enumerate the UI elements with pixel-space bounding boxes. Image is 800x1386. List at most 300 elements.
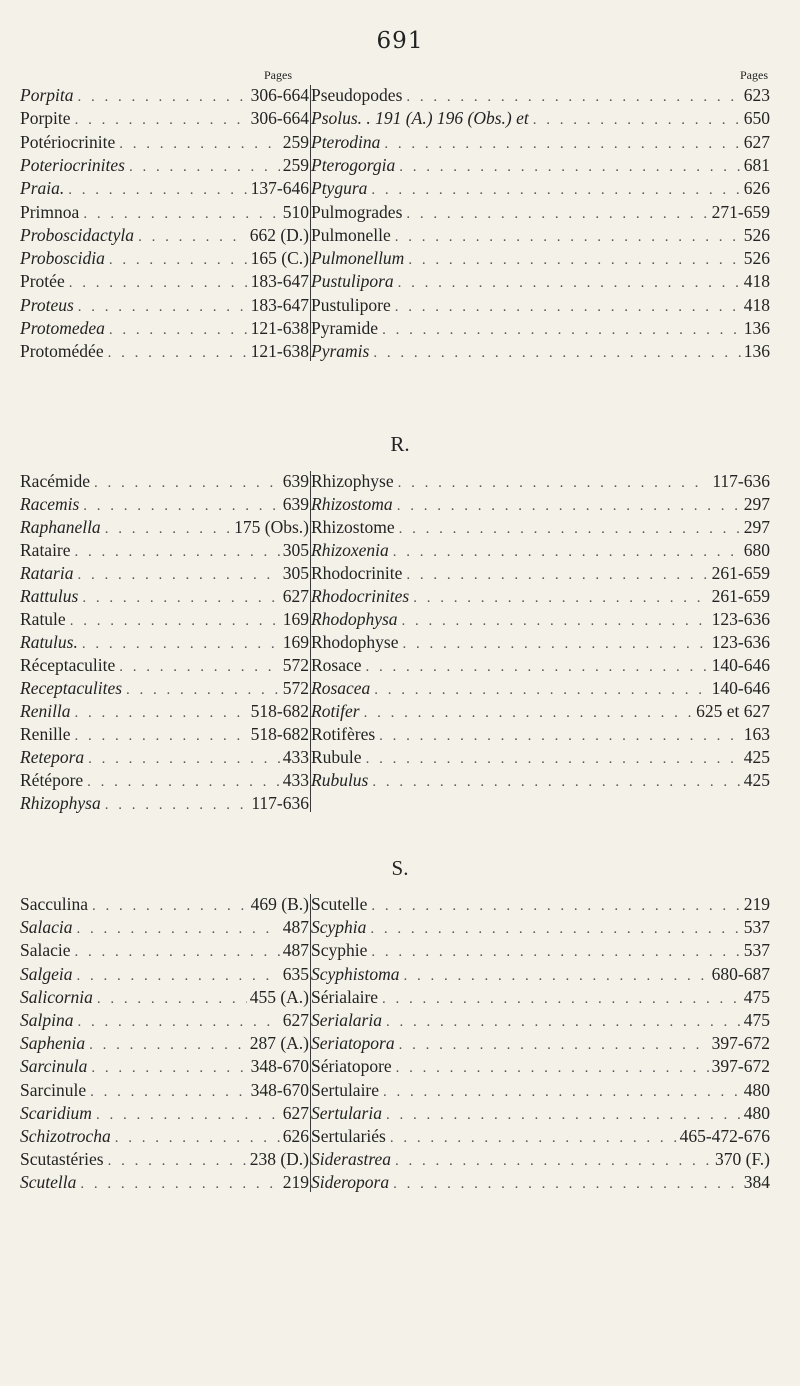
page-reference: 305 [282, 563, 309, 583]
leader-dots [82, 632, 280, 654]
index-entry [20, 246, 309, 270]
index-entry [20, 269, 309, 293]
index-term: Proteus [20, 294, 74, 315]
page-reference: 518-682 [250, 724, 309, 744]
index-entry [20, 223, 309, 247]
page-reference: 117-636 [251, 793, 309, 813]
leader-dots [70, 609, 280, 631]
index-entry [311, 538, 770, 562]
leader-dots [397, 494, 741, 516]
leader-dots [89, 1033, 247, 1055]
page-reference: 123-636 [711, 609, 770, 629]
index-term: Ratule [20, 609, 66, 629]
index-term: Rhizostome [311, 517, 395, 537]
page-reference: 433 [282, 747, 309, 767]
index-entry [20, 791, 309, 815]
page-reference: 219 [282, 1172, 309, 1193]
page-reference: 137-646 [250, 178, 309, 199]
leader-dots [68, 178, 247, 200]
page-reference: 639 [282, 494, 309, 514]
page-reference: 487 [282, 917, 309, 938]
index-term: Pulmonellum [311, 248, 405, 269]
leader-dots [399, 517, 741, 539]
page-reference: 572 [282, 655, 309, 675]
leader-dots [75, 540, 280, 562]
page-reference: 238 (D.) [249, 1149, 309, 1170]
index-term: Scutella [20, 1172, 77, 1193]
index-entry [20, 130, 309, 154]
index-entry [311, 1147, 770, 1171]
index-entry [311, 176, 770, 200]
index-entry [311, 1008, 770, 1032]
page-reference: 169 [282, 609, 309, 629]
index-term: Porpite [20, 108, 71, 129]
index-term: Ratulus. [20, 632, 78, 652]
leader-dots [406, 563, 708, 585]
index-entry [20, 745, 309, 769]
index-entry [311, 722, 770, 746]
page-reference: 433 [282, 770, 309, 790]
leader-dots [395, 225, 741, 247]
leader-dots [105, 517, 231, 539]
page-reference: 287 (A.) [249, 1033, 309, 1054]
index-entry [311, 469, 770, 493]
index-term: Rubule [311, 747, 362, 767]
page-reference: 626 [282, 1126, 309, 1146]
page-reference: 625 et 627 [696, 701, 770, 721]
index-entry [20, 768, 309, 792]
page-reference: 469 (B.) [250, 894, 309, 914]
index-term: Sarcinula [20, 1056, 88, 1077]
index-term: Salgeia [20, 963, 73, 984]
index-entry [20, 892, 309, 916]
page-reference: 397-672 [711, 1033, 770, 1054]
index-term: Rotifères [311, 724, 376, 744]
index-entry [20, 293, 309, 317]
index-term: Pyramis [311, 341, 370, 362]
index-entry [311, 492, 770, 516]
page-reference: 306-664 [250, 85, 309, 105]
page-reference: 537 [743, 940, 770, 961]
leader-dots [75, 724, 248, 746]
leader-dots [109, 318, 248, 340]
index-entry [311, 938, 770, 962]
page-reference: 475 [743, 986, 770, 1007]
page-reference: 261-659 [711, 586, 770, 606]
page-reference: 306-664 [250, 108, 309, 129]
leader-dots [386, 1010, 741, 1032]
index-term: Rhodophyse [311, 632, 399, 652]
column-header-right: Pages [740, 68, 768, 82]
index-term: Rotifer [311, 701, 360, 721]
page-reference: 418 [743, 271, 770, 292]
page-reference: 487 [282, 940, 309, 961]
index-entry [20, 316, 309, 340]
leader-dots [94, 471, 280, 493]
section-letter-heading: R. [390, 432, 410, 456]
index-entry [20, 176, 309, 200]
page-reference: 627 [282, 1102, 309, 1123]
page-reference: 297 [743, 517, 770, 537]
leader-dots [78, 295, 248, 317]
index-entry [20, 492, 309, 516]
leader-dots [126, 678, 280, 700]
leader-dots [82, 586, 279, 608]
leader-dots [366, 747, 741, 769]
index-term: Rétépore [20, 770, 84, 790]
leader-dots [398, 471, 710, 493]
section-letter-heading: S. [391, 856, 409, 880]
index-entry [311, 561, 770, 585]
page-reference: 425 [743, 770, 770, 790]
leader-dots [395, 1149, 712, 1171]
index-term: Pterodina [311, 131, 381, 152]
page-reference: 572 [282, 678, 309, 698]
index-entry [20, 83, 309, 107]
page-reference: 259 [282, 154, 309, 175]
index-term: Scyphia [311, 917, 367, 938]
page-reference: 526 [743, 224, 770, 245]
index-entry [311, 699, 770, 723]
page-reference: 136 [743, 318, 770, 338]
leader-dots [393, 1172, 741, 1194]
index-term: Sacculina [20, 894, 89, 914]
index-entry [311, 515, 770, 539]
page-reference: 680 [743, 540, 770, 560]
index-term: Scyphistoma [311, 963, 400, 984]
index-term: Rhodocrinite [311, 563, 403, 583]
index-entry [311, 985, 770, 1009]
page-reference: 627 [282, 586, 309, 606]
leader-dots [413, 586, 708, 608]
index-term: Rhizophysa [20, 793, 101, 813]
index-entry [20, 106, 309, 130]
leader-dots [115, 1126, 280, 1148]
page-reference: 348-670 [250, 1056, 309, 1077]
leader-dots [406, 202, 708, 224]
leader-dots [371, 894, 740, 916]
index-term: Rataria [20, 563, 74, 583]
leader-dots [393, 540, 741, 562]
leader-dots [386, 1103, 741, 1125]
leader-dots [379, 724, 741, 746]
page-reference: 140-646 [711, 678, 770, 698]
index-term: Racémide [20, 471, 90, 491]
leader-dots [96, 1103, 280, 1125]
index-term: Schizotrocha [20, 1126, 111, 1146]
page-reference: 475 [743, 1010, 770, 1030]
index-term: Pulmogrades [311, 201, 403, 222]
leader-dots [373, 341, 740, 363]
index-term: Sideropora [311, 1172, 390, 1193]
index-entry [20, 938, 309, 962]
index-term: Seriatopora [311, 1033, 395, 1054]
index-term: Salicornia [20, 986, 93, 1007]
page-reference: 370 (F.) [715, 1149, 770, 1170]
index-entry [311, 1170, 770, 1194]
index-entry [311, 83, 770, 107]
leader-dots [75, 701, 248, 723]
page-reference: 348-670 [250, 1079, 309, 1100]
index-term: Pyramide [311, 318, 379, 338]
index-term: Psolus. . 191 (A.) 196 (Obs.) et [311, 108, 529, 129]
page-reference: 510 [282, 201, 309, 222]
leader-dots [83, 202, 279, 224]
leader-dots [399, 155, 740, 177]
index-term: Salpina [20, 1010, 74, 1030]
page-reference: 639 [282, 471, 309, 491]
leader-dots [384, 132, 740, 154]
page-reference: 650 [743, 108, 770, 129]
page-reference: 455 (A.) [249, 986, 309, 1007]
index-term: Scutelle [311, 894, 368, 914]
index-entry [20, 607, 309, 631]
page-reference: 418 [743, 294, 770, 315]
index-term: Sertularia [311, 1102, 382, 1123]
page-reference: 480 [743, 1102, 770, 1123]
leader-dots [91, 1056, 247, 1078]
leader-dots [370, 917, 740, 939]
page-reference: 465-472-676 [679, 1126, 770, 1146]
index-entry [311, 339, 770, 363]
index-entry [20, 1124, 309, 1148]
index-term: Rhodocrinites [311, 586, 410, 606]
index-term: Scutastéries [20, 1149, 104, 1170]
page-reference: 627 [282, 1010, 309, 1030]
index-entry [311, 153, 770, 177]
index-entry [20, 653, 309, 677]
leader-dots [399, 1033, 709, 1055]
index-entry [20, 1147, 309, 1171]
leader-dots [371, 178, 740, 200]
page-reference: 681 [743, 154, 770, 175]
leader-dots [403, 964, 708, 986]
index-term: Salacie [20, 940, 71, 961]
index-entry [20, 1170, 309, 1194]
leader-dots [372, 770, 740, 792]
index-term: Sérialaire [311, 986, 379, 1007]
index-term: Réceptaculite [20, 655, 116, 675]
leader-dots [382, 987, 741, 1009]
leader-dots [80, 1172, 279, 1194]
leader-dots [87, 770, 280, 792]
index-term: Renilla [20, 701, 71, 721]
index-entry [311, 316, 770, 340]
index-term: Protomedea [20, 318, 105, 338]
index-term: Primnoa [20, 201, 80, 222]
page-reference: 271-659 [711, 201, 770, 222]
page-number: 691 [376, 28, 424, 54]
index-entry [311, 745, 770, 769]
leader-dots [90, 1080, 248, 1102]
leader-dots [69, 271, 248, 293]
index-term: Ptygura [311, 178, 368, 199]
page-reference: 425 [743, 747, 770, 767]
index-entry [311, 1101, 770, 1125]
index-entry [311, 1078, 770, 1102]
index-entry [311, 106, 770, 130]
index-entry [311, 269, 770, 293]
index-entry [20, 1008, 309, 1032]
page-reference: 169 [282, 632, 309, 652]
index-term: Pterogorgia [311, 154, 396, 175]
index-term: Pulmonelle [311, 224, 391, 245]
page-reference: 297 [743, 494, 770, 514]
index-term: Rataire [20, 540, 71, 560]
leader-dots [383, 1080, 741, 1102]
leader-dots [77, 917, 280, 939]
page-reference: 136 [743, 341, 770, 362]
column-header-left: Pages [264, 68, 292, 82]
index-entry [311, 584, 770, 608]
index-term: Salacia [20, 917, 73, 938]
page-reference: 121-638 [250, 318, 309, 338]
index-term: Pustulipore [311, 294, 391, 315]
index-term: Poteriocrinites [20, 154, 125, 175]
page-reference: 526 [743, 248, 770, 269]
index-term: Rhizoxenia [311, 540, 389, 560]
leader-dots [366, 655, 709, 677]
index-entry [20, 630, 309, 654]
index-term: Renille [20, 724, 71, 744]
index-term: Rosacea [311, 678, 371, 698]
index-term: Pseudopodes [311, 85, 403, 105]
index-entry [20, 915, 309, 939]
index-term: Scaridium [20, 1102, 92, 1123]
index-entry [311, 768, 770, 792]
index-entry [20, 200, 309, 224]
leader-dots [83, 494, 279, 516]
index-term: Sarcinule [20, 1079, 87, 1100]
page-reference: 261-659 [711, 563, 770, 583]
index-term: Rhodophysa [311, 609, 398, 629]
index-entry [311, 200, 770, 224]
leader-dots [364, 701, 694, 723]
index-entry [20, 699, 309, 723]
index-term: Sertulariés [311, 1126, 386, 1146]
index-term: Raphanella [20, 517, 101, 537]
page-reference: 537 [743, 917, 770, 938]
index-entry [20, 985, 309, 1009]
index-term: Rubulus [311, 770, 369, 790]
index-entry [20, 153, 309, 177]
index-term: Proboscidia [20, 248, 105, 269]
index-entry [20, 1101, 309, 1125]
page-reference: 183-647 [250, 294, 309, 315]
leader-dots [77, 563, 279, 585]
leader-dots [77, 1010, 279, 1032]
index-entry [311, 293, 770, 317]
leader-dots [398, 271, 741, 293]
index-term: Siderastrea [311, 1149, 392, 1170]
index-term: Praia. [20, 178, 65, 199]
index-entry [20, 1054, 309, 1078]
leader-dots [119, 655, 280, 677]
page-reference: 623 [743, 85, 770, 105]
index-entry [20, 584, 309, 608]
index-term: Serialaria [311, 1010, 382, 1030]
index-term: Rosace [311, 655, 362, 675]
index-entry [20, 1078, 309, 1102]
page-reference: 175 (Obs.) [234, 517, 309, 537]
page-reference: 662 (D.) [249, 224, 309, 245]
page-reference: 165 (C.) [250, 248, 309, 269]
index-entry [311, 676, 770, 700]
index-entry [311, 915, 770, 939]
index-term: Proboscidactyla [20, 224, 135, 245]
index-entry [311, 1054, 770, 1078]
index-entry [20, 538, 309, 562]
index-entry [311, 1031, 770, 1055]
index-term: Pustulipora [311, 271, 394, 292]
index-entry [311, 1124, 770, 1148]
index-term: Retepora [20, 747, 85, 767]
leader-dots [92, 894, 248, 916]
page-reference: 680-687 [711, 963, 770, 984]
index-entry [20, 962, 309, 986]
index-entry [20, 469, 309, 493]
page-reference: 183-647 [250, 271, 309, 292]
index-term: Sertulaire [311, 1079, 380, 1100]
leader-dots [77, 964, 280, 986]
leader-dots [109, 248, 248, 270]
index-entry [20, 339, 309, 363]
leader-dots [395, 295, 741, 317]
index-term: Racemis [20, 494, 80, 514]
index-entry [311, 892, 770, 916]
index-entry [20, 722, 309, 746]
leader-dots [75, 108, 248, 130]
leader-dots [129, 155, 280, 177]
leader-dots [119, 132, 279, 154]
index-term: Receptaculites [20, 678, 123, 698]
index-entry [20, 561, 309, 585]
index-entry [311, 630, 770, 654]
leader-dots [406, 85, 740, 107]
index-term: Rhizostoma [311, 494, 393, 514]
page-reference: 121-638 [250, 341, 309, 362]
leader-dots [77, 85, 247, 107]
index-term: Scyphie [311, 940, 368, 961]
leader-dots [408, 248, 740, 270]
index-term: Protomédée [20, 341, 104, 362]
page-reference: 626 [743, 178, 770, 199]
index-term: Rhizophyse [311, 471, 394, 491]
index-entry [311, 653, 770, 677]
index-term: Saphenia [20, 1033, 86, 1054]
page-reference: 480 [743, 1079, 770, 1100]
index-entry [20, 515, 309, 539]
index-term: Potériocrinite [20, 131, 116, 152]
leader-dots [105, 793, 249, 815]
index-entry [20, 1031, 309, 1055]
index-entry [311, 223, 770, 247]
page-reference: 259 [282, 131, 309, 152]
leader-dots [402, 609, 709, 631]
leader-dots [374, 678, 708, 700]
index-term: Rattulus [20, 586, 79, 606]
leader-dots [382, 318, 741, 340]
page-reference: 518-682 [250, 701, 309, 721]
leader-dots [396, 1056, 709, 1078]
index-entry [20, 676, 309, 700]
page-reference: 627 [743, 131, 770, 152]
page-reference: 305 [282, 540, 309, 560]
page-reference: 117-636 [712, 471, 770, 491]
leader-dots [108, 341, 248, 363]
index-entry [311, 130, 770, 154]
page-reference: 397-672 [711, 1056, 770, 1077]
